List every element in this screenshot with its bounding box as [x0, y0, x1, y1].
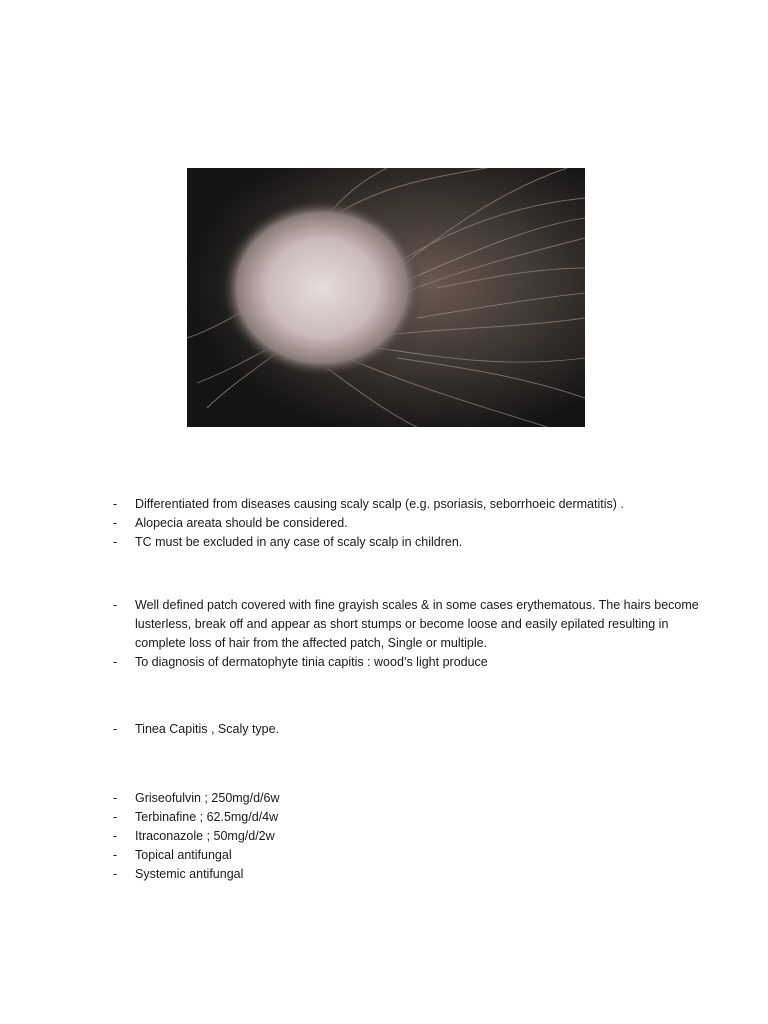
list-item: - Tinea Capitis , Scaly type.	[113, 722, 280, 736]
list-item: - Systemic antifungal	[113, 867, 244, 881]
list-item: - Griseofulvin ; 250mg/d/6w	[113, 791, 280, 805]
clinical-features-list	[113, 596, 713, 672]
list-item: - Topical antifungal	[113, 848, 232, 862]
treatment-list	[113, 789, 713, 884]
list-item: - To diagnosis of dermatophyte tinia capitis : wood’s light produce	[113, 655, 488, 669]
scalp-patch-photo	[187, 168, 585, 427]
list-item: - Alopecia areata should be considered.	[113, 516, 348, 530]
list-item: - Itraconazole ; 50mg/d/2w	[113, 829, 275, 843]
list-item: - TC must be excluded in any case of scaly scalp in children.	[113, 535, 463, 549]
diagnosis-list	[113, 720, 713, 739]
list-item: - Differentiated from diseases causing scaly scalp (e.g. psoriasis, seborrhoeic dermatitis) .	[113, 497, 624, 511]
list-item: - Well defined patch covered with fine grayish scales & in some cases erythematous. The hairs become lusterless, break off and appear as short stumps or become loose and easily epilated resulting in complete loss of hair from the affected patch, Single or multiple.	[113, 598, 699, 650]
differential-diagnosis-list	[113, 495, 713, 552]
list-item: - Terbinafine ; 62.5mg/d/4w	[113, 810, 279, 824]
